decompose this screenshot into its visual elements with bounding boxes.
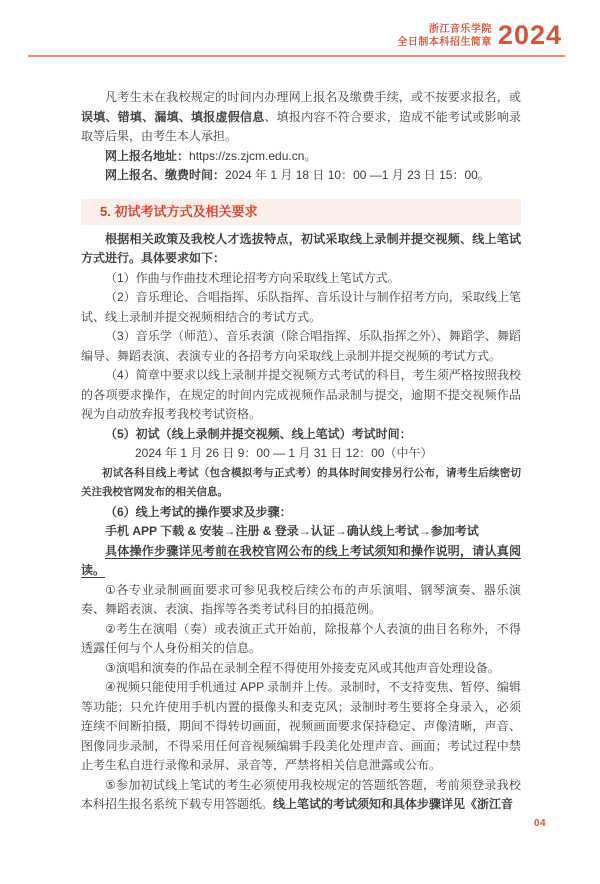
- paragraph-item-6-label: （6）线上考试的操作要求及步骤：: [105, 504, 292, 519]
- school-name: 浙江音乐学院: [428, 23, 492, 35]
- paragraph-schedule-note: 初试各科目线上考试（包含模拟考与正式考）的具体时间安排另行公布，请考生后续密切关注我校官网发布的相关信息。: [81, 466, 521, 498]
- paragraph-step-1: ①各专业录制画面要求可参见我校后续公布的声乐演唱、钢琴演奏、器乐演奏、舞蹈表演、表演、指挥等各类考试科目的拍摄范例。: [81, 582, 521, 616]
- page-number: 04: [534, 818, 547, 829]
- paragraph-step-2: ②考生在演唱（奏）或表演正式开始前，除报幕个人表演的曲目名称外，不得透露任何与个人身份相关的信息。: [81, 621, 521, 655]
- text-run: 、填报内容不符合要求，造成不能考试或影响录取等后果，由考生本人承担。: [81, 109, 521, 143]
- page-header: [397, 22, 562, 49]
- text-run-bold: 误填、错填、漏填、填报虚假信息: [81, 109, 265, 124]
- header-divider: [28, 55, 565, 57]
- paragraph-app-steps: 手机 APP 下载 & 安装→注册 & 登录→认证→确认线上考试→参加考试: [105, 524, 479, 538]
- paragraph-step-5: [81, 776, 521, 815]
- paragraph-item-4: （4）简章中要求以线上录制并提交视频方式考试的科目，考生须严格按照我校的各项要求操作，在规定的时间内完成视频作品录制与提交，逾期不提交视频作品视为自动放弃报考我校考试资格。: [81, 368, 521, 421]
- paragraph-step-3: ③演唱和演奏的作品在录制全程不得使用外接麦克风或其他声音处理设备。: [105, 660, 500, 675]
- paragraph-intro: 根据相关政策及我校人才选拔特点，初试采取线上录制并提交视频、线上笔试方式进行。具体要求如下：: [81, 231, 521, 265]
- paragraph-registration-time: [81, 166, 521, 186]
- text-run-bold: 线上笔试的考试须知和具体步骤详见《浙江音: [273, 797, 514, 811]
- registration-url-link[interactable]: https://zs.zjcm.edu.cn。: [189, 148, 317, 163]
- paragraph-step-4: ④视频只能使用手机通过 APP 录制并上传。录制时，不支持变焦、暂停、编辑等功能；只允许使用手机内置的摄像头和麦克风；录制时考生要将全身录入，必须连续不间断拍摄，期间不得转切画面，视频画面要求保持稳定、声像清晰，声音、图像同步录制，不得采用任何音视频编辑手段美化处理声音、画面；考试过程中禁止考生私自进行录像和录屏、录音等，严禁将相关信息泄露或公布。: [81, 680, 521, 772]
- paragraph-steps-note: 具体操作步骤详见考前在我校官网公布的线上考试须知和操作说明，请认真阅读。: [81, 543, 521, 577]
- header-titles: [397, 23, 492, 49]
- paragraph-item-2: （2）音乐理论、合唱指挥、乐队指挥、音乐设计与制作招考方向，采取线上笔试、线上录制并提交视频相结合的考试方式。: [81, 290, 521, 324]
- paragraph-liability: [81, 88, 521, 147]
- text-run: ⑤参加初试线上笔试的考生必须使用我校规定的答题纸答题，考前须登录我校本科招生报名系统下载专用答题纸。: [81, 777, 521, 811]
- paragraph-registration-url: [81, 147, 521, 167]
- document-body: [81, 88, 521, 815]
- section-heading-5: 5. 初试考试方式及相关要求: [81, 199, 521, 225]
- paragraph-item-5-label: （5）初试（线上录制并提交视频、线上笔试）考试时间：: [105, 426, 412, 441]
- header-year: 2024: [497, 20, 562, 50]
- exam-time-line: 2024 年 1 月 26 日 9：00 — 1 月 31 日 12：00（中午）: [135, 446, 433, 460]
- text-run: 凡考生未在我校规定的时间内办理网上报名及缴费手续，或不按要求报名，或: [105, 90, 521, 104]
- paragraph-item-1: （1）作曲与作曲技术理论招考方向采取线上笔试方式。: [105, 270, 400, 285]
- brochure-title: 全日制本科招生简章: [397, 36, 492, 48]
- registration-time-label: 网上报名、缴费时间：: [105, 168, 226, 182]
- paragraph-item-3: （3）音乐学（师范）、音乐表演（除合唱指挥、乐队指挥之外）、舞蹈学、舞蹈编导、舞蹈表演、表演专业的各招考方向采取线上录制并提交视频的考试方式。: [81, 329, 521, 363]
- registration-time-value: 2024 年 1 月 18 日 10：00 —1 月 23 日 15：00。: [225, 168, 490, 182]
- registration-url-label: 网上报名地址：: [105, 148, 190, 163]
